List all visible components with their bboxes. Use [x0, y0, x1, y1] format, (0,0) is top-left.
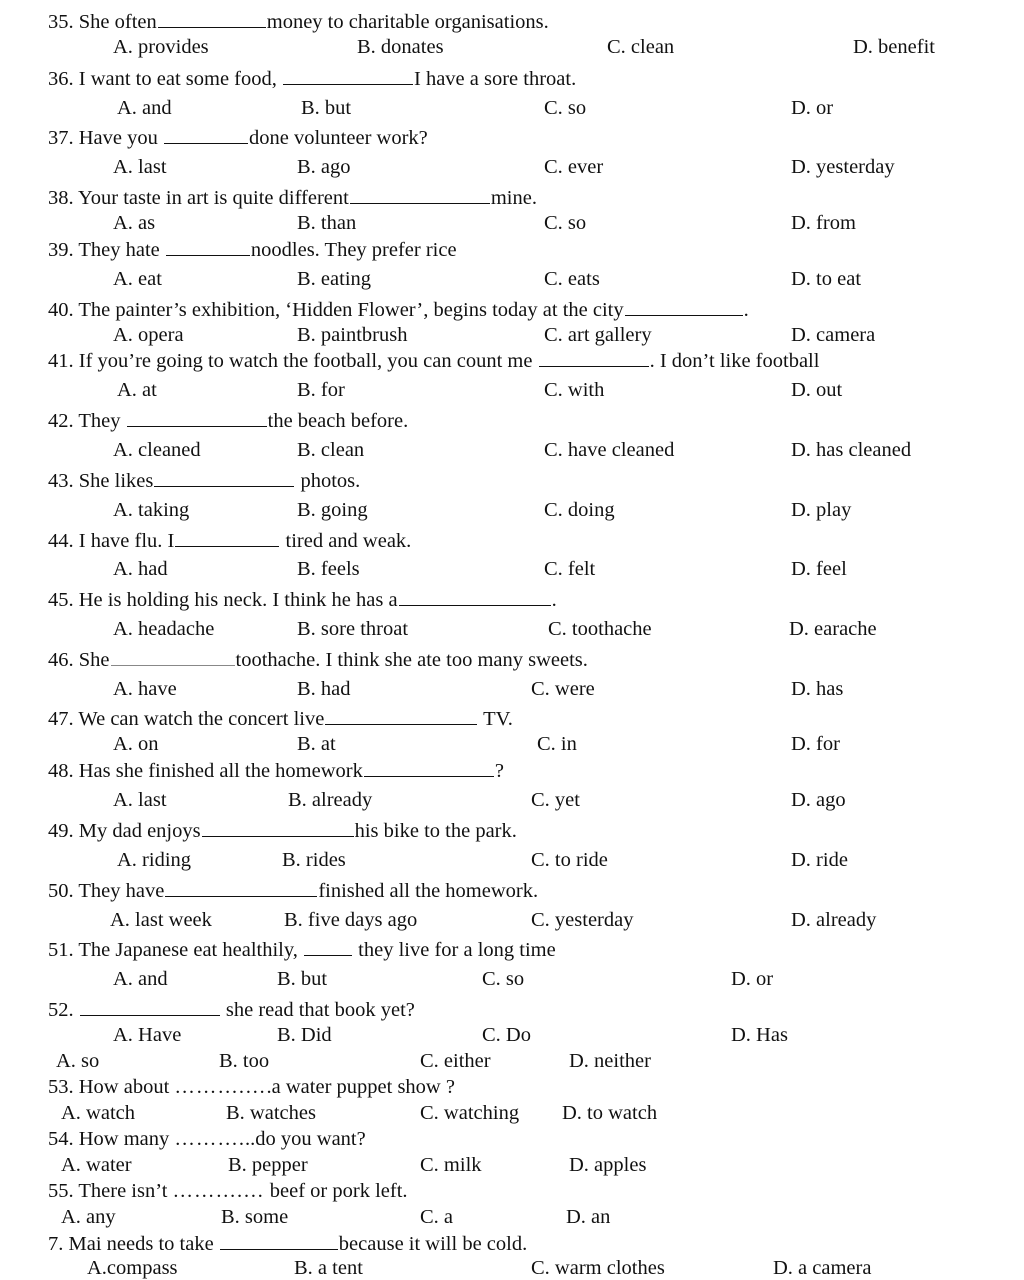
option-b[interactable]: B. five days ago: [284, 909, 418, 931]
question-text-after: noodles. They prefer rice: [250, 239, 457, 261]
question-text-after: .: [743, 299, 749, 321]
question-44: [0, 528, 1024, 552]
option-d[interactable]: D. yesterday: [791, 156, 895, 178]
question-number: 40.: [48, 299, 74, 321]
question-text-after: done volunteer work?: [249, 127, 428, 149]
option-d[interactable]: D. has: [791, 678, 844, 700]
option-d[interactable]: D. earache: [789, 618, 877, 640]
question-45: [0, 587, 1024, 611]
answer-blank[interactable]: [399, 587, 551, 606]
options-36: [0, 96, 1024, 120]
option-a[interactable]: A. and: [117, 97, 172, 119]
option-c[interactable]: C. to ride: [531, 849, 608, 871]
options-7: [0, 1256, 1024, 1280]
question-text-after: toothache. I think she ate too many sweets.: [235, 649, 588, 671]
options-47: [0, 732, 1024, 756]
question-number: 55.: [48, 1180, 74, 1202]
question-text: They have: [78, 880, 165, 902]
option-c[interactable]: C. art gallery: [544, 324, 652, 346]
question-text: Mai needs to take: [68, 1233, 214, 1255]
answer-blank[interactable]: [304, 937, 352, 956]
question-43: [0, 468, 1024, 492]
option-c[interactable]: C. toothache: [548, 618, 652, 640]
question-text: There isn’t: [78, 1180, 168, 1202]
question-52: [0, 997, 1024, 1021]
question-number: 46.: [48, 649, 74, 671]
options-54: [0, 1153, 1024, 1177]
option-b[interactable]: B. at: [297, 733, 336, 755]
option-b[interactable]: B. feels: [297, 558, 360, 580]
answer-blank[interactable]: [350, 185, 490, 204]
option-a[interactable]: A. eat: [113, 268, 162, 290]
option-b[interactable]: B. watches: [226, 1102, 316, 1124]
question-text-after: beef or pork left.: [269, 1180, 408, 1202]
question-48: [0, 758, 1024, 782]
answer-blank[interactable]: [539, 348, 649, 367]
question-text: The painter’s exhibition, ‘Hidden Flower’, begins today at the city: [78, 299, 624, 321]
question-text: My dad enjoys: [78, 820, 201, 842]
question-text: I have flu. I: [78, 530, 175, 552]
option-d[interactable]: D. to watch: [562, 1102, 658, 1124]
option-d[interactable]: D. an: [566, 1206, 611, 1228]
question-text-after: .: [551, 589, 557, 611]
option-d[interactable]: D. feel: [791, 558, 847, 580]
option-c[interactable]: C. watching: [420, 1102, 520, 1124]
option-d[interactable]: D. neither: [569, 1050, 651, 1072]
question-number: 39.: [48, 239, 74, 261]
option-b[interactable]: B. Did: [277, 1024, 332, 1046]
question-39: [0, 237, 1024, 261]
question-37: [0, 125, 1024, 149]
answer-blank[interactable]: [166, 237, 250, 256]
question-number: 52.: [48, 999, 74, 1021]
question-text: She often: [78, 11, 157, 33]
option-a[interactable]: A. so: [56, 1050, 100, 1072]
question-number: 47.: [48, 708, 74, 730]
option-b[interactable]: B. a tent: [294, 1257, 363, 1279]
option-d[interactable]: D. has cleaned: [791, 439, 912, 461]
question-text: The Japanese eat healthily,: [78, 939, 298, 961]
question-50: [0, 878, 1024, 902]
option-c[interactable]: C. so: [544, 97, 587, 119]
option-a[interactable]: A. opera: [113, 324, 184, 346]
question-text-after: . I don’t like football: [649, 350, 820, 372]
option-c[interactable]: C. felt: [544, 558, 596, 580]
question-number: 41.: [48, 350, 74, 372]
question-text: She: [78, 649, 110, 671]
answer-blank[interactable]: [164, 125, 248, 144]
question-number: 35.: [48, 11, 74, 33]
options-42: [0, 438, 1024, 462]
question-text: Has she finished all the homework: [78, 760, 363, 782]
option-c[interactable]: C. either: [420, 1050, 491, 1072]
option-b[interactable]: B. pepper: [228, 1154, 308, 1176]
option-c[interactable]: C. milk: [420, 1154, 482, 1176]
option-b[interactable]: B. but: [277, 968, 328, 990]
question-number: 7.: [48, 1233, 64, 1255]
option-c[interactable]: C. so: [482, 968, 525, 990]
option-b[interactable]: B. ago: [297, 156, 351, 178]
option-d[interactable]: D. or: [731, 968, 774, 990]
question-text-after: TV.: [483, 708, 513, 730]
question-number: 49.: [48, 820, 74, 842]
option-d[interactable]: D. already: [791, 909, 877, 931]
option-a[interactable]: A. have: [113, 678, 177, 700]
question-text-after: tired and weak.: [285, 530, 412, 552]
answer-blank[interactable]: [158, 9, 266, 28]
answer-blank[interactable]: [220, 1231, 338, 1250]
options-55: [0, 1205, 1024, 1229]
answer-blank[interactable]: [364, 758, 494, 777]
question-text-after: I have a sore throat.: [414, 68, 577, 90]
question-51: [0, 937, 1024, 961]
option-b[interactable]: B. too: [219, 1050, 270, 1072]
options-40: [0, 323, 1024, 347]
options-46: [0, 677, 1024, 701]
question-text-after: .a water puppet show ?: [266, 1076, 455, 1098]
question-55: [0, 1179, 1024, 1203]
option-b[interactable]: B. some: [221, 1206, 289, 1228]
option-b[interactable]: B. going: [297, 499, 368, 521]
question-text-after: money to charitable organisations.: [266, 11, 549, 33]
option-c[interactable]: C. with: [544, 379, 605, 401]
option-a[interactable]: A. last week: [110, 909, 212, 931]
question-number: 54.: [48, 1128, 74, 1150]
question-number: 43.: [48, 470, 74, 492]
question-text: Your taste in art is quite different: [78, 187, 349, 209]
option-b[interactable]: B. had: [297, 678, 351, 700]
question-42: [0, 408, 1024, 432]
question-text-after: ?: [494, 760, 504, 782]
answer-blank[interactable]: [154, 468, 294, 487]
answer-blank[interactable]: [175, 528, 279, 547]
option-a[interactable]: A. had: [113, 558, 168, 580]
options-unlabeled: [0, 1049, 1024, 1073]
option-b[interactable]: B. for: [297, 379, 345, 401]
question-53: [0, 1075, 1024, 1099]
option-a[interactable]: A. any: [61, 1206, 116, 1228]
answer-blank[interactable]: [202, 818, 354, 837]
options-43: [0, 498, 1024, 522]
question-text: How about: [78, 1076, 170, 1098]
option-a[interactable]: A. watch: [61, 1102, 136, 1124]
option-b[interactable]: B. than: [297, 212, 357, 234]
options-48: [0, 788, 1024, 812]
question-54: [0, 1127, 1024, 1151]
options-44: [0, 557, 1024, 581]
answer-dots[interactable]: ……….…: [172, 1180, 265, 1202]
question-text-after: because it will be cold.: [338, 1233, 528, 1255]
question-number: 37.: [48, 127, 74, 149]
option-c[interactable]: C. were: [531, 678, 595, 700]
option-c[interactable]: C. a: [420, 1206, 454, 1228]
question-text: He is holding his neck. I think he has a: [78, 589, 398, 611]
question-text-after: his bike to the park.: [354, 820, 517, 842]
answer-dots[interactable]: ……….: [174, 1128, 246, 1150]
option-d[interactable]: D. apples: [569, 1154, 647, 1176]
question-text: She likes: [78, 470, 154, 492]
question-text-after: they live for a long time: [358, 939, 556, 961]
option-d[interactable]: D. from: [791, 212, 856, 234]
question-text-after: photos.: [300, 470, 361, 492]
option-a[interactable]: A. at: [117, 379, 157, 401]
option-b[interactable]: B. already: [288, 789, 373, 811]
option-c[interactable]: C. in: [537, 733, 577, 755]
option-a[interactable]: A. as: [113, 212, 156, 234]
question-7: [0, 1231, 1024, 1255]
options-41: [0, 378, 1024, 402]
option-a[interactable]: A. taking: [113, 499, 190, 521]
question-40: [0, 297, 1024, 321]
question-number: 50.: [48, 880, 74, 902]
question-text: I want to eat some food,: [78, 68, 277, 90]
option-a[interactable]: A. on: [113, 733, 159, 755]
question-41: [0, 348, 1024, 372]
option-c[interactable]: C. yet: [531, 789, 580, 811]
option-b[interactable]: B. paintbrush: [297, 324, 408, 346]
option-c[interactable]: C. eats: [544, 268, 600, 290]
option-b[interactable]: B. clean: [297, 439, 365, 461]
option-b[interactable]: B. sore throat: [297, 618, 409, 640]
option-a[interactable]: A. cleaned: [113, 439, 201, 461]
option-b[interactable]: B. rides: [282, 849, 346, 871]
option-d[interactable]: D. ride: [791, 849, 848, 871]
answer-blank[interactable]: [165, 878, 317, 897]
option-d[interactable]: D. play: [791, 499, 852, 521]
question-text-after: mine.: [490, 187, 537, 209]
question-38: [0, 185, 1024, 209]
option-c[interactable]: C. so: [544, 212, 587, 234]
options-50: [0, 908, 1024, 932]
answer-blank[interactable]: [325, 706, 477, 725]
option-d[interactable]: D. ago: [791, 789, 846, 811]
option-a[interactable]: A. water: [61, 1154, 132, 1176]
question-number: 51.: [48, 939, 74, 961]
question-text: How many: [78, 1128, 170, 1150]
options-49: [0, 848, 1024, 872]
option-b[interactable]: B. eating: [297, 268, 372, 290]
answer-blank[interactable]: [127, 408, 267, 427]
option-c[interactable]: C. yesterday: [531, 909, 634, 931]
option-d[interactable]: D. Has: [731, 1024, 788, 1046]
options-45: [0, 617, 1024, 641]
option-c[interactable]: C. have cleaned: [544, 439, 675, 461]
option-d[interactable]: D. a camera: [773, 1257, 872, 1279]
option-c[interactable]: C. ever: [544, 156, 604, 178]
question-35: [0, 9, 1024, 33]
option-a[interactable]: A. headache: [113, 618, 215, 640]
options-35: [0, 35, 1024, 59]
option-a[interactable]: A. Have: [113, 1024, 182, 1046]
options-39: [0, 267, 1024, 291]
option-a[interactable]: A.compass: [87, 1257, 178, 1279]
question-text: Have you: [78, 127, 158, 149]
question-46: [0, 647, 1024, 671]
option-d[interactable]: D. benefit: [853, 36, 935, 58]
option-d[interactable]: D. out: [791, 379, 843, 401]
question-49: [0, 818, 1024, 842]
question-number: 42.: [48, 410, 74, 432]
question-47: [0, 706, 1024, 730]
answer-blank[interactable]: [625, 297, 743, 316]
option-a[interactable]: A. last: [113, 156, 167, 178]
question-number: 36.: [48, 68, 74, 90]
question-36: [0, 66, 1024, 90]
question-text-after: ..do you want?: [245, 1128, 366, 1150]
question-number: 48.: [48, 760, 74, 782]
question-text-after: finished all the homework.: [318, 880, 539, 902]
option-d[interactable]: D. or: [791, 97, 834, 119]
question-number: 45.: [48, 589, 74, 611]
question-text: We can watch the concert live: [78, 708, 325, 730]
question-text-after: she read that book yet?: [225, 999, 415, 1021]
option-c[interactable]: C. Do: [482, 1024, 531, 1046]
answer-blank[interactable]: [111, 647, 235, 666]
question-text: If you’re going to watch the football, you can count me: [78, 350, 533, 372]
option-c[interactable]: C. doing: [544, 499, 615, 521]
option-a[interactable]: A. last: [113, 789, 167, 811]
option-d[interactable]: D. camera: [791, 324, 876, 346]
options-52: [0, 1023, 1024, 1047]
question-number: 53.: [48, 1076, 74, 1098]
option-a[interactable]: A. and: [113, 968, 168, 990]
answer-blank[interactable]: [283, 66, 413, 85]
question-text: They: [78, 410, 121, 432]
answer-blank[interactable]: [80, 997, 220, 1016]
answer-dots[interactable]: ……….…: [174, 1076, 267, 1098]
option-c[interactable]: C. warm clothes: [531, 1257, 665, 1279]
option-a[interactable]: A. riding: [117, 849, 192, 871]
question-number: 44.: [48, 530, 74, 552]
option-b[interactable]: B. but: [301, 97, 352, 119]
question-text-after: the beach before.: [267, 410, 409, 432]
option-a[interactable]: A. provides: [113, 36, 209, 58]
question-text: They hate: [78, 239, 160, 261]
options-53: [0, 1101, 1024, 1125]
option-d[interactable]: D. to eat: [791, 268, 862, 290]
option-b[interactable]: B. donates: [357, 36, 444, 58]
option-d[interactable]: D. for: [791, 733, 840, 755]
option-c[interactable]: C. clean: [607, 36, 675, 58]
question-number: 38.: [48, 187, 74, 209]
options-51: [0, 967, 1024, 991]
options-37: [0, 155, 1024, 179]
options-38: [0, 211, 1024, 235]
